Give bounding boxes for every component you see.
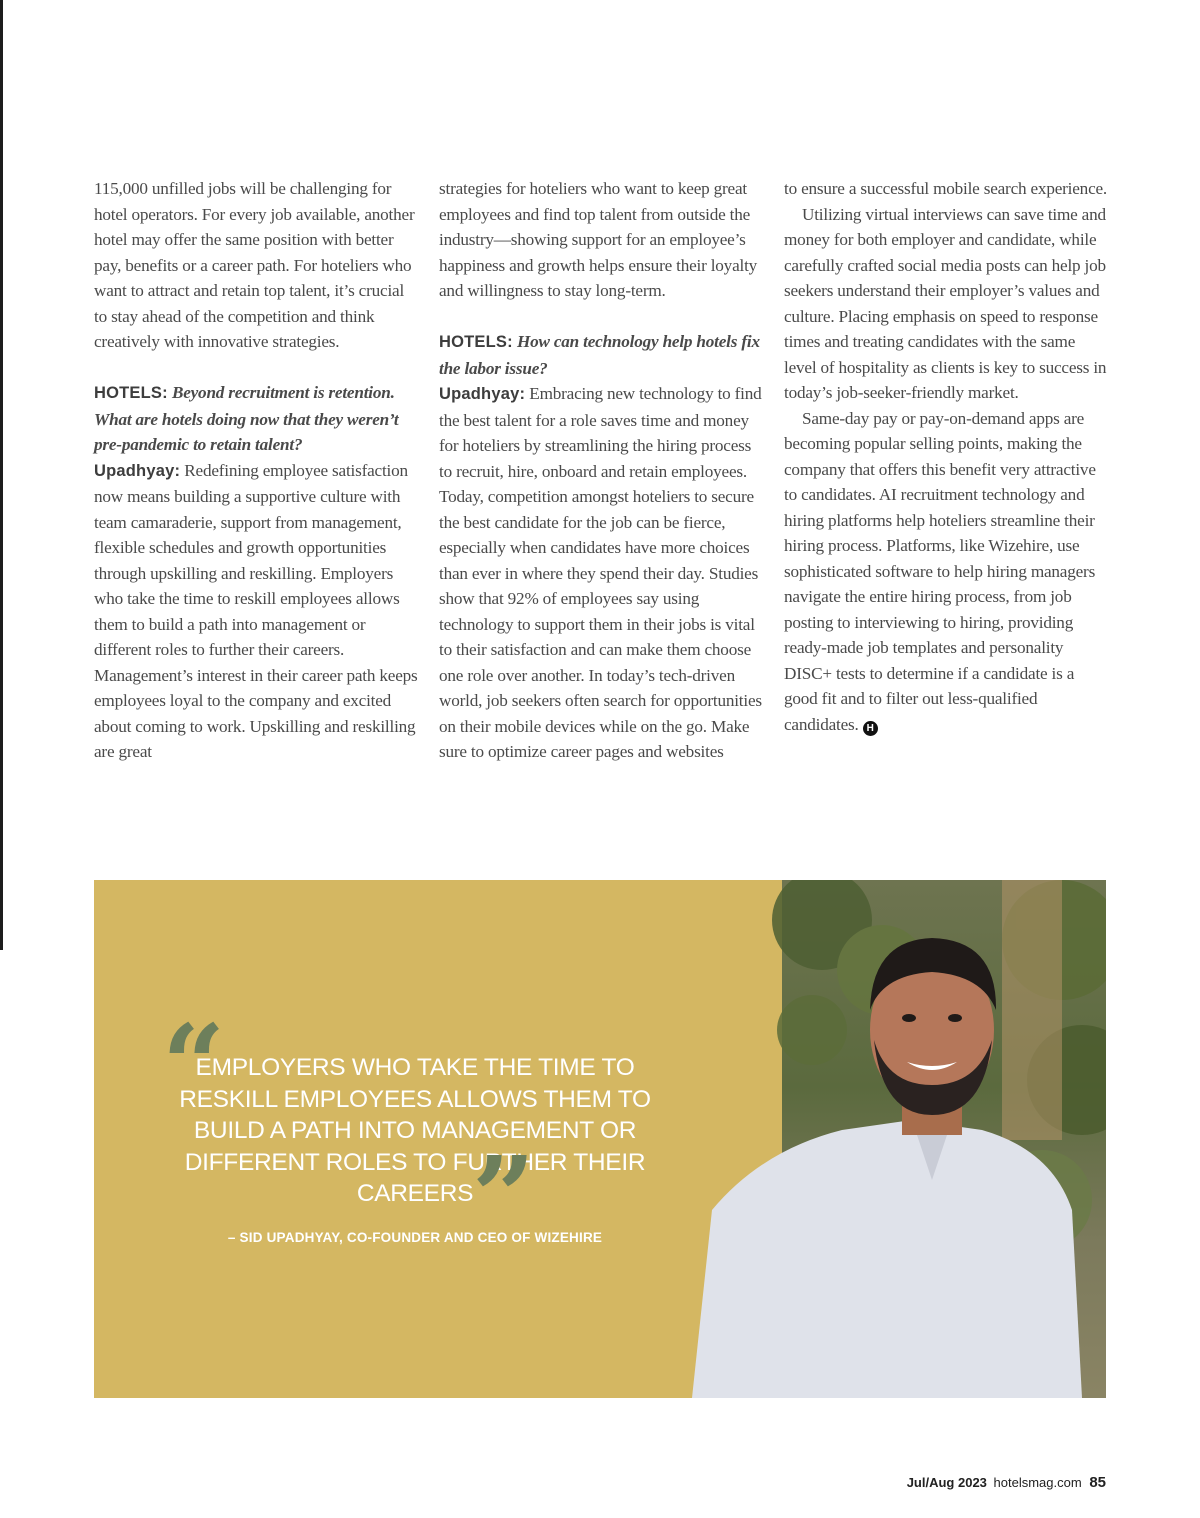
continued-paragraph: strategies for hoteliers who want to keep great employees and find top talent from outside the industry—showing support for an employee’s happiness and growth helps ensure their loyalty and willingness to stay long-term.	[439, 179, 758, 300]
end-mark-icon: H	[863, 721, 878, 736]
answer-text: Embracing new technology to find the best talent for a role saves time and money for hoteliers by streamlining the hiring process to recruit, hire, onboard and retain employees. Today, competition amongst hoteliers to secure the best candidate for the job can be fierce, especially when candidates have more choices than ever in where they spend their day. Studies show that 92% of employees say using technology to support them in their jobs is vital to their satisfaction and can make them choose one role over another. In today’s tech-driven world, job seekers often search for opportunities on their mobile devices while on the go. Make sure to optimize career pages and websites	[439, 384, 762, 761]
qa-block-1	[94, 380, 419, 765]
page-folio	[907, 1474, 1106, 1491]
portrait-photo	[782, 880, 1106, 1398]
pull-quote-panel	[94, 880, 1106, 1398]
open-quote-mark: “	[162, 1000, 226, 1129]
qa-block-2	[439, 329, 764, 765]
issue-date: Jul/Aug 2023	[906, 1475, 987, 1490]
question-label: HOTELS:	[94, 384, 168, 402]
pull-quote-text: EMPLOYERS WHO TAKE THE TIME TO RESKILL EMPLOYEES ALLOWS THEM TO BUILD A PATH INTO MANAGEMENT OR DIFFERENT ROLES TO FURTHER THEIR CAREERS	[179, 1054, 651, 1207]
answer-label: Upadhyay:	[439, 385, 526, 403]
closing-paragraph	[784, 406, 1109, 738]
pull-quote-attribution: – SID UPADHYAY, CO-FOUNDER AND CEO OF WIZEHIRE	[227, 1230, 603, 1245]
left-edge-rule	[0, 0, 3, 950]
question-label: HOTELS:	[439, 333, 513, 351]
question-text: How can technology help hotels fix the labor issue?	[439, 332, 760, 378]
website-link[interactable]: hotelsmag.com	[993, 1475, 1082, 1490]
intro-paragraph: 115,000 unfilled jobs will be challenging for hotel operators. For every job available, another hotel may offer the same position with better pay, benefits or a career path. For hoteliers who want to attract and retain top talent, it’s crucial to stay ahead of the competition and think creatively with innovative strategies.	[94, 179, 415, 351]
continued-paragraph: to ensure a successful mobile search experience.	[784, 179, 1108, 198]
question-text: Beyond recruitment is retention. What are hotels doing now that they weren’t pre-pandemic to retain talent?	[94, 383, 399, 454]
article-column-2	[439, 176, 764, 765]
virtual-interviews-paragraph: Utilizing virtual interviews can save time and money for both employer and candidate, while carefully crafted social media posts can help job seekers understand their employer’s values and culture. Placing emphasis on speed to response times and treating candidates with the same level of hospitality as clients is key to success in today’s job-seeker-friendly market.	[784, 204, 1107, 402]
close-quote-mark: ”	[472, 1132, 536, 1261]
page-number: 85	[1089, 1474, 1106, 1491]
closing-paragraph-text: Same-day pay or pay-on-demand apps are becoming popular selling points, making the company that offers this benefit very attractive to candidates. AI recruitment technology and hiring platforms help hoteliers streamline their hiring process. Platforms, like Wizehire, use sophisticated software to help hiring managers navigate the entire hiring process, from job posting to interviewing to hiring, providing ready-made job templates and personality DISC+ tests to determine if a candidate is a good fit and to filter out less-qualified candidates.	[784, 408, 1096, 734]
answer-text: Redefining employee satisfaction now means building a supportive culture with team camaraderie, support from management, flexible schedules and growth opportunities through upskilling and reskilling. Employers who take the time to reskill employees allows them to build a path into management or different roles to further their careers. Management’s interest in their career path keeps employees loyal to the company and excited about coming to work. Upskilling and reskilling are great	[94, 460, 418, 761]
article-column-1	[94, 176, 419, 765]
answer-label: Upadhyay:	[94, 461, 181, 480]
article-column-3	[784, 176, 1109, 737]
